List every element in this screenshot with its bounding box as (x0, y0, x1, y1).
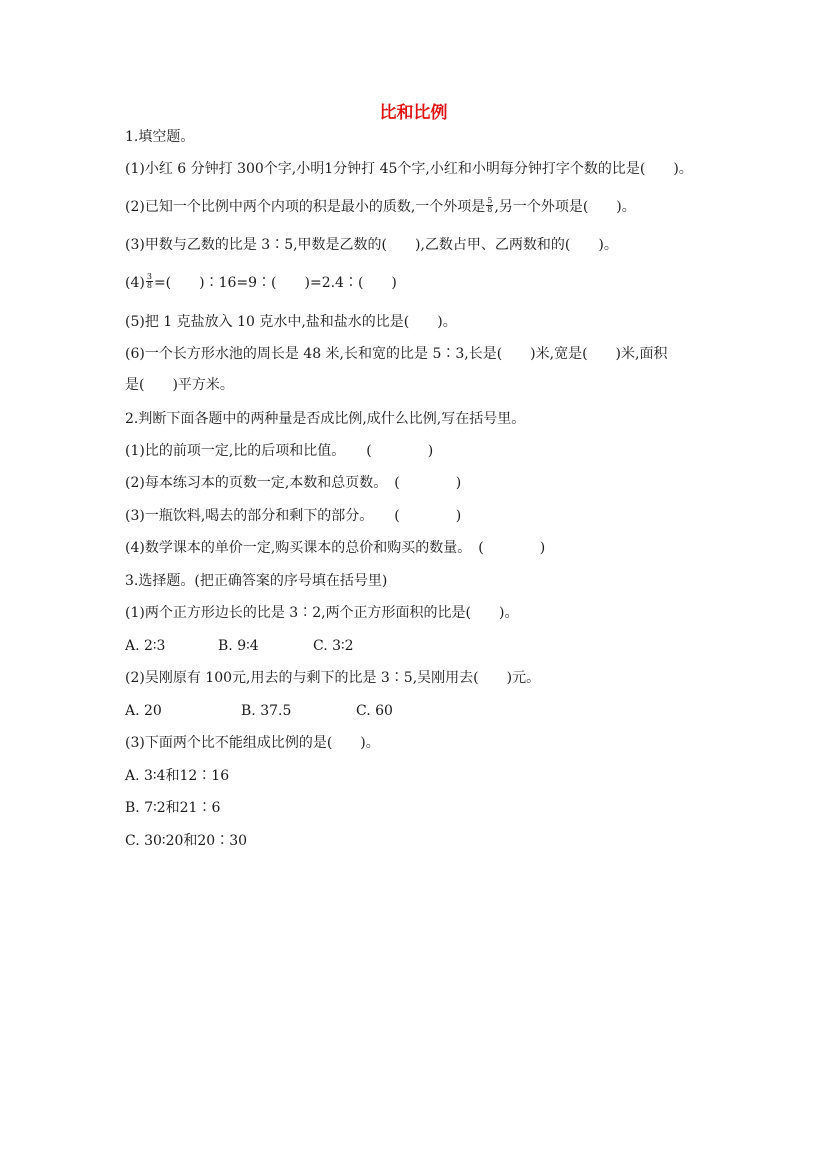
fraction-denominator: 8 (146, 280, 152, 290)
section3-q3-option-b: B. 7∶2和21∶6 (125, 800, 221, 816)
section3-q2: (2)吴刚原有 100元,用去的与剩下的比是 3∶5,吴刚用去( )元。 (125, 670, 541, 686)
q4-text-after: =( )∶16=9∶( )=2.4∶( ) (153, 275, 397, 291)
fraction-three-eighths (146, 273, 153, 290)
option-c: C. 60 (356, 703, 393, 719)
fraction-five-eighths (486, 197, 493, 214)
section1-q6-line1: (6)一个长方形水池的周长是 48 米,长和宽的比是 5∶3,长是( )米,宽是( )米,面积 (125, 346, 668, 362)
section1-q3: (3)甲数与乙数的比是 3∶5,甲数是乙数的( ),乙数占甲、乙两数和的( )。 (125, 237, 618, 253)
section3-q3-option-c: C. 30∶20和20∶30 (125, 833, 248, 849)
section3-q3: (3)下面两个比不能组成比例的是( )。 (125, 735, 380, 751)
section3-q1: (1)两个正方形边长的比是 3∶2,两个正方形面积的比是( )。 (125, 605, 519, 621)
fraction-numerator: 3 (146, 271, 152, 281)
section2-heading: 2.判断下面各题中的两种量是否成比例,成什么比例,写在括号里。 (125, 411, 526, 427)
section1-q4 (125, 273, 397, 293)
option-c: C. 3∶2 (313, 638, 354, 654)
section1-q2 (125, 197, 636, 217)
section2-q4: (4)数学课本的单价一定,购买课本的总价和购买的数量。 ( ) (125, 540, 546, 556)
option-b: B. 37.5 (241, 703, 292, 719)
fraction-numerator: 5 (487, 195, 493, 205)
section3-heading: 3.选择题。(把正确答案的序号填在括号里) (125, 573, 388, 589)
section2-q2: (2)每本练习本的页数一定,本数和总页数。 ( ) (125, 475, 462, 491)
section1-heading: 1.填空题。 (125, 129, 195, 145)
page-title: 比和比例 (379, 103, 448, 123)
q2-text-before: (2)已知一个比例中两个内项的积是最小的质数,一个外项是 (125, 199, 486, 215)
option-a: A. 20 (125, 703, 162, 719)
section2-q3: (3)一瓶饮料,喝去的部分和剩下的部分。 ( ) (125, 508, 462, 524)
section1-q1: (1)小红 6 分钟打 300个字,小明1分钟打 45个字,小红和小明每分钟打字个数的比是( )。 (125, 161, 693, 177)
section3-q1-options (125, 636, 354, 656)
fraction-denominator: 8 (487, 204, 493, 214)
section1-q5: (5)把 1 克盐放入 10 克水中,盐和盐水的比是( )。 (125, 314, 457, 330)
section1-q6-line2: 是( )平方米。 (125, 377, 234, 393)
q2-text-after: ,另一个外项是( )。 (494, 199, 636, 215)
section3-q2-options (125, 701, 393, 721)
section3-q3-option-a: A. 3∶4和12∶16 (125, 768, 230, 784)
option-a: A. 2∶3 (125, 638, 166, 654)
option-b: B. 9∶4 (218, 638, 259, 654)
section2-q1: (1)比的前项一定,比的后项和比值。 ( ) (125, 443, 434, 459)
q4-text-before: (4) (125, 275, 145, 291)
